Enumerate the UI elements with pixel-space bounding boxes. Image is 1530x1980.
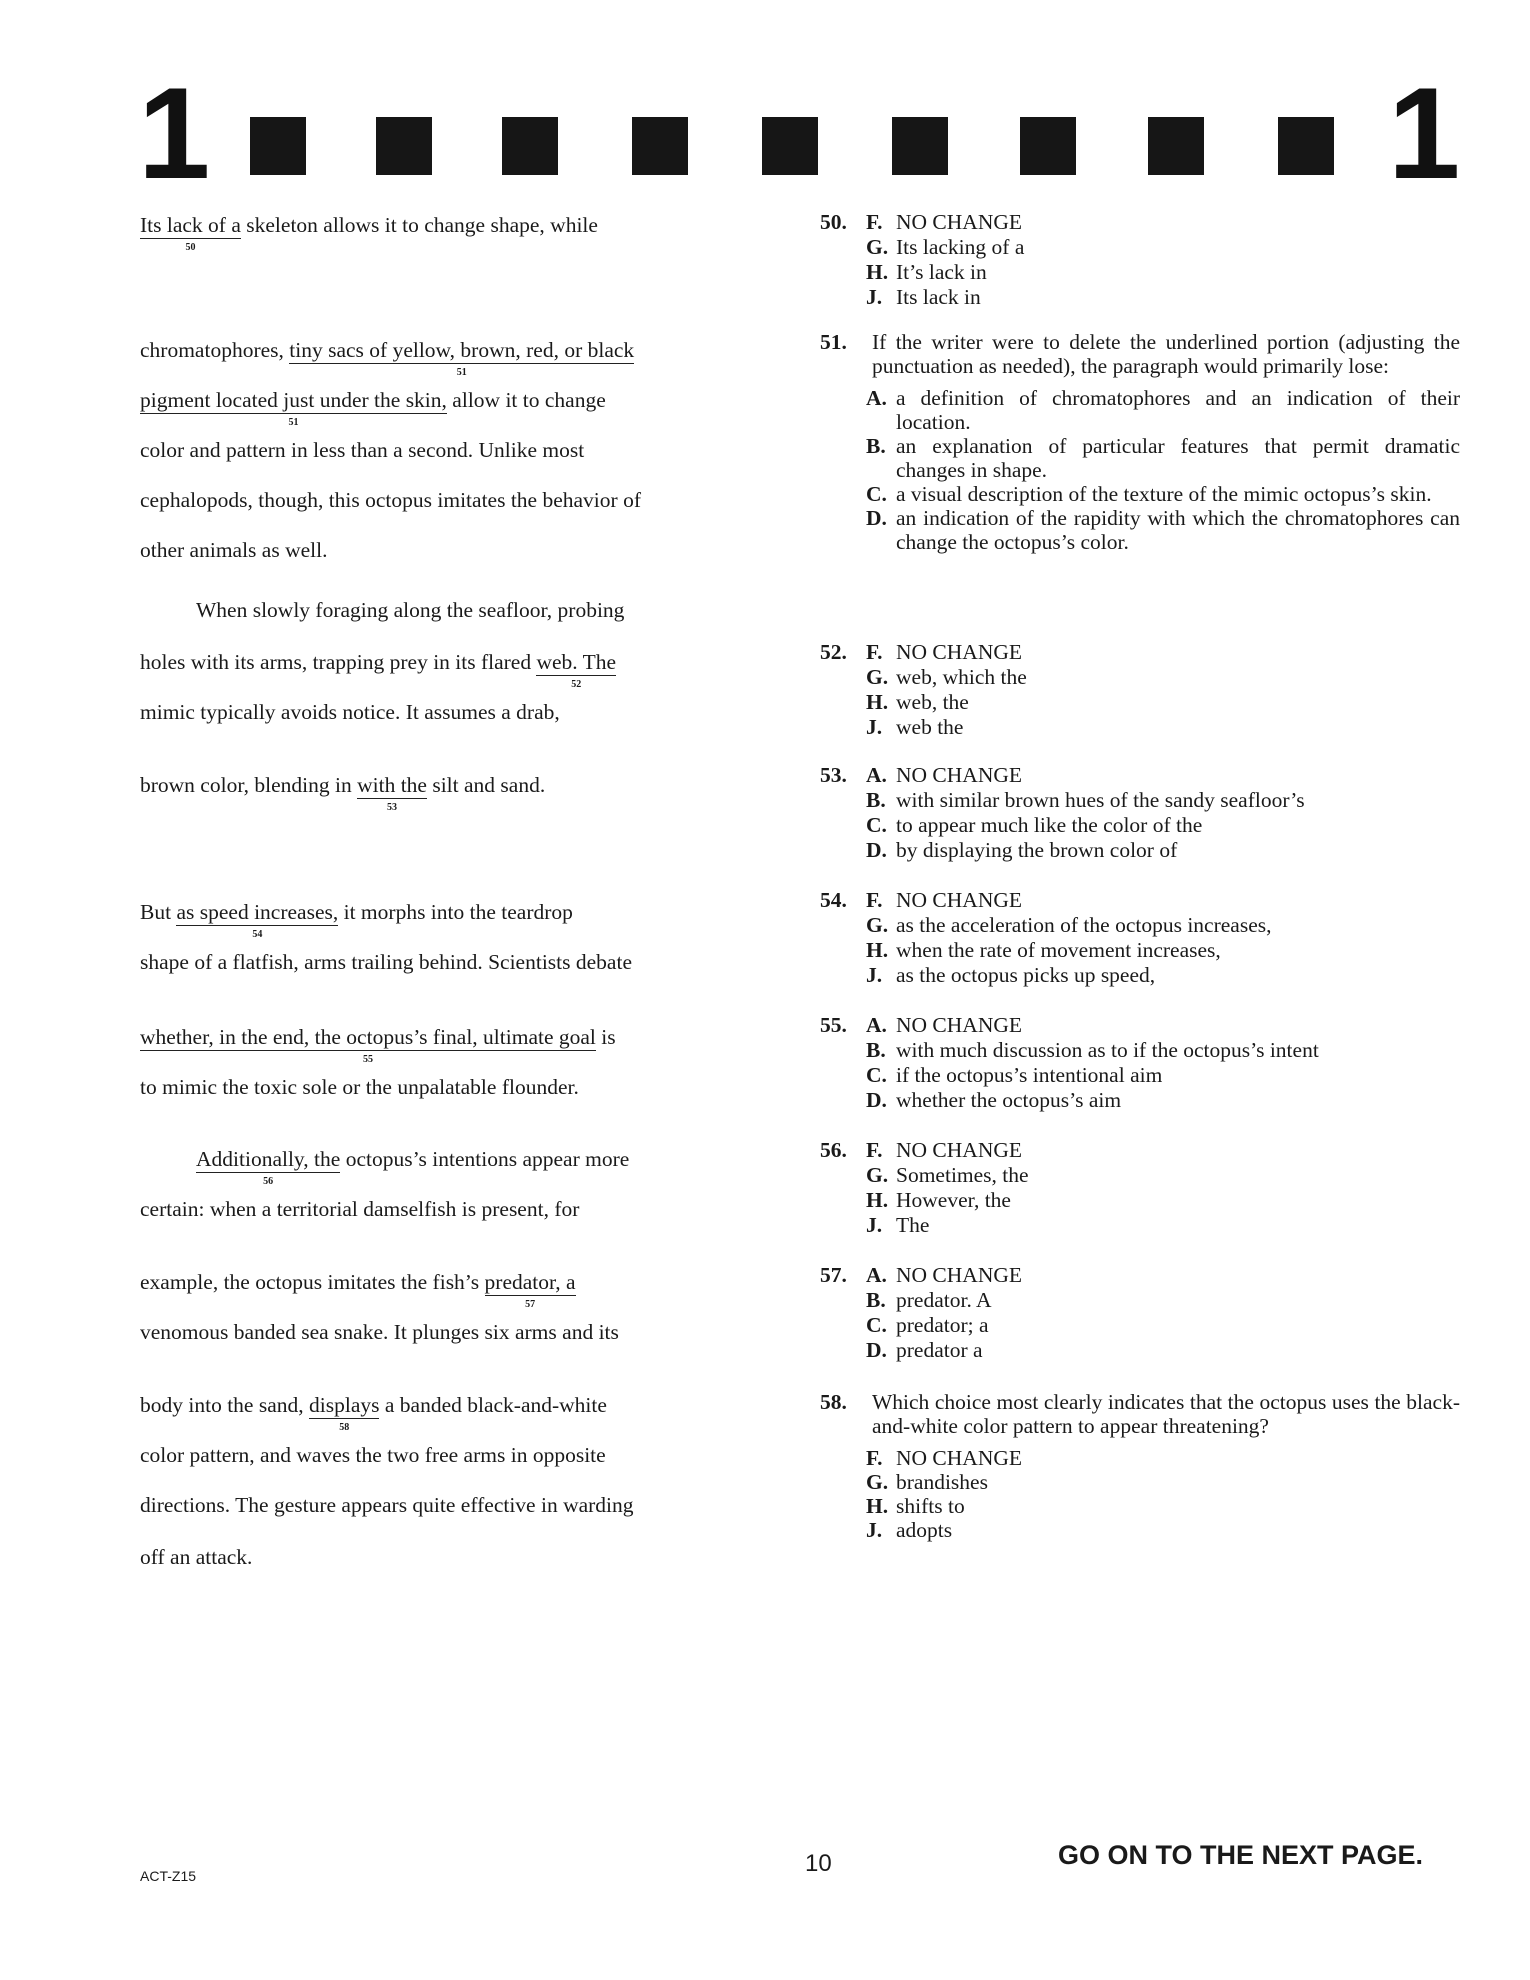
question-number: 50. xyxy=(820,210,847,234)
passage-line: off an attack. xyxy=(140,1545,253,1569)
underlined-portion-54: as speed increases, 54 xyxy=(176,900,339,940)
passage-line: venomous banded sea snake. It plunges six arms and its xyxy=(140,1320,619,1344)
option-55-c[interactable]: C. if the octopus’s intentional aim xyxy=(866,1063,1163,1087)
option-58-g[interactable]: G. brandishes xyxy=(866,1470,988,1494)
question-number: 57. xyxy=(820,1263,847,1287)
option-50-j[interactable]: J. Its lack in xyxy=(866,285,981,309)
section-header xyxy=(0,0,1530,206)
underline-number: 55 xyxy=(362,1053,373,1065)
option-54-f[interactable]: 54. F. NO CHANGE xyxy=(820,888,1023,912)
underlined-portion-56: Additionally, the 56 xyxy=(196,1147,341,1187)
passage-line: But as speed increases, 54 it morphs into the teardrop xyxy=(140,900,573,940)
option-57-a[interactable]: 57. A. NO CHANGE xyxy=(820,1263,1023,1287)
option-57-c[interactable]: C. predator; a xyxy=(866,1313,989,1337)
option-55-b[interactable]: B. with much discussion as to if the octopus’s intent xyxy=(866,1038,1319,1062)
question-number: 52. xyxy=(820,640,847,664)
question-number: 54. xyxy=(820,888,847,912)
option-52-f[interactable]: 52. F. NO CHANGE xyxy=(820,640,1023,664)
passage-line: When slowly foraging along the seafloor, probing xyxy=(196,598,625,622)
passage-line: brown color, blending in with the 53 silt and sand. xyxy=(140,773,546,813)
option-51-d[interactable]: D. an indication of the rapidity with which the chromatophores can change the octopus’s color. xyxy=(866,506,1460,554)
passage-line: directions. The gesture appears quite effective in warding xyxy=(140,1493,634,1517)
underline-number: 52 xyxy=(571,678,582,690)
header-square xyxy=(1020,117,1076,175)
question-53 xyxy=(820,763,1460,863)
option-58-f[interactable]: F. NO CHANGE xyxy=(866,1446,1023,1470)
question-55 xyxy=(820,1013,1460,1113)
option-58-j[interactable]: J. adopts xyxy=(866,1518,953,1542)
option-52-g[interactable]: G. web, which the xyxy=(866,665,1027,689)
option-54-g[interactable]: G. as the acceleration of the octopus increases, xyxy=(866,913,1272,937)
option-57-b[interactable]: B. predator. A xyxy=(866,1288,992,1312)
question-number: 53. xyxy=(820,763,847,787)
underline-number: 51 xyxy=(456,366,467,378)
form-code: ACT-Z15 xyxy=(140,1868,197,1884)
question-stem: 58. Which choice most clearly indicates that the octopus uses the black-and-white color pattern to appear threatening? xyxy=(820,1390,1460,1438)
passage-line: other animals as well. xyxy=(140,538,328,562)
page-number: 10 xyxy=(805,1850,832,1877)
option-50-h[interactable]: H. It’s lack in xyxy=(866,260,987,284)
option-54-h[interactable]: H. when the rate of movement increases, xyxy=(866,938,1221,962)
option-51-b[interactable]: B. an explanation of particular features that permit dramatic changes in shape. xyxy=(866,434,1460,482)
underline-number: 54 xyxy=(252,928,263,940)
header-square xyxy=(376,117,432,175)
option-54-j[interactable]: J. as the octopus picks up speed, xyxy=(866,963,1156,987)
underline-number: 51 xyxy=(288,416,299,428)
option-51-c[interactable]: C. a visual description of the texture of the mimic octopus’s skin. xyxy=(866,482,1432,506)
underlined-portion-51: tiny sacs of yellow, brown, red, or black 51 xyxy=(289,338,635,378)
question-58 xyxy=(820,1390,1460,1542)
underlined-portion-52: web. The 52 xyxy=(536,650,617,690)
next-page-instruction: GO ON TO THE NEXT PAGE. xyxy=(1058,1840,1424,1870)
underlined-portion-57: predator, a 57 xyxy=(484,1270,576,1310)
option-55-a[interactable]: 55. A. NO CHANGE xyxy=(820,1013,1023,1037)
underline-number: 56 xyxy=(263,1175,274,1187)
passage-line: chromatophores, tiny sacs of yellow, brown, red, or black 51 xyxy=(140,338,635,378)
underlined-portion-55: whether, in the end, the octopus’s final, ultimate goal 55 xyxy=(140,1025,596,1065)
option-53-d[interactable]: D. by displaying the brown color of xyxy=(866,838,1178,862)
header-square xyxy=(250,117,306,175)
option-56-f[interactable]: 56. F. NO CHANGE xyxy=(820,1138,1023,1162)
passage-line: shape of a flatfish, arms trailing behind. Scientists debate xyxy=(140,950,632,974)
passage-line: color pattern, and waves the two free arms in opposite xyxy=(140,1443,606,1467)
header-square xyxy=(892,117,948,175)
passage-line: body into the sand, displays 58 a banded black-and-white xyxy=(140,1393,607,1433)
section-number-left: 1 xyxy=(138,60,211,206)
question-stem: 51. If the writer were to delete the underlined portion (adjusting the punctuation as needed), the paragraph would primarily lose: xyxy=(820,330,1460,378)
question-56 xyxy=(820,1138,1460,1238)
passage-line: certain: when a territorial damselfish is present, for xyxy=(140,1197,580,1221)
header-square xyxy=(1278,117,1334,175)
passage-line: example, the octopus imitates the fish’s predator, a 57 xyxy=(140,1270,576,1310)
passage-line: pigment located just under the skin, 51 allow it to change xyxy=(140,388,606,428)
header-square xyxy=(762,117,818,175)
option-50-g[interactable]: G. Its lacking of a xyxy=(866,235,1025,259)
option-53-b[interactable]: B. with similar brown hues of the sandy seafloor’s xyxy=(866,788,1305,812)
option-58-h[interactable]: H. shifts to xyxy=(866,1494,965,1518)
underlined-portion-53: with the 53 xyxy=(357,773,427,813)
question-number: 55. xyxy=(820,1013,847,1037)
option-52-h[interactable]: H. web, the xyxy=(866,690,969,714)
passage-line: whether, in the end, the octopus’s final, ultimate goal 55 is xyxy=(140,1025,616,1065)
option-57-d[interactable]: D. predator a xyxy=(866,1338,983,1362)
passage-line: Its lack of a 50 skeleton allows it to change shape, while xyxy=(140,213,598,253)
option-52-j[interactable]: J. web the xyxy=(866,715,964,739)
option-53-a[interactable]: 53. A. NO CHANGE xyxy=(820,763,1023,787)
option-55-d[interactable]: D. whether the octopus’s aim xyxy=(866,1088,1122,1112)
question-number: 51. xyxy=(820,330,847,354)
option-56-j[interactable]: J. The xyxy=(866,1213,930,1237)
passage-line: to mimic the toxic sole or the unpalatable flounder. xyxy=(140,1075,579,1099)
option-53-c[interactable]: C. to appear much like the color of the xyxy=(866,813,1203,837)
underline-number: 50 xyxy=(185,241,196,253)
passage-line: mimic typically avoids notice. It assumes a drab, xyxy=(140,700,560,724)
question-50 xyxy=(820,210,1460,310)
header-square xyxy=(632,117,688,175)
passage-line: cephalopods, though, this octopus imitates the behavior of xyxy=(140,488,641,512)
option-51-a[interactable]: A. a definition of chromatophores and an indication of their location. xyxy=(866,386,1460,434)
question-number: 58. xyxy=(820,1390,847,1414)
question-52 xyxy=(820,640,1460,740)
header-square xyxy=(1148,117,1204,175)
question-51 xyxy=(820,330,1460,554)
underlined-portion-51: pigment located just under the skin, 51 xyxy=(140,388,447,428)
underlined-portion-50: Its lack of a 50 xyxy=(140,213,241,253)
section-number-right: 1 xyxy=(1388,60,1461,206)
option-50-f[interactable]: 50. F. NO CHANGE xyxy=(820,210,1023,234)
underline-number: 53 xyxy=(387,801,398,813)
underline-number: 57 xyxy=(525,1298,536,1310)
underline-number: 58 xyxy=(339,1421,350,1433)
option-56-g[interactable]: G. Sometimes, the xyxy=(866,1163,1029,1187)
option-56-h[interactable]: H. However, the xyxy=(866,1188,1011,1212)
header-square xyxy=(502,117,558,175)
question-54 xyxy=(820,888,1460,988)
underlined-portion-58: displays 58 xyxy=(309,1393,380,1433)
question-number: 56. xyxy=(820,1138,847,1162)
passage-line: Additionally, the 56 octopus’s intentions appear more xyxy=(196,1147,630,1187)
passage-line: holes with its arms, trapping prey in its flared web. The 52 xyxy=(140,650,617,690)
passage-line: color and pattern in less than a second. Unlike most xyxy=(140,438,585,462)
question-57 xyxy=(820,1263,1460,1363)
